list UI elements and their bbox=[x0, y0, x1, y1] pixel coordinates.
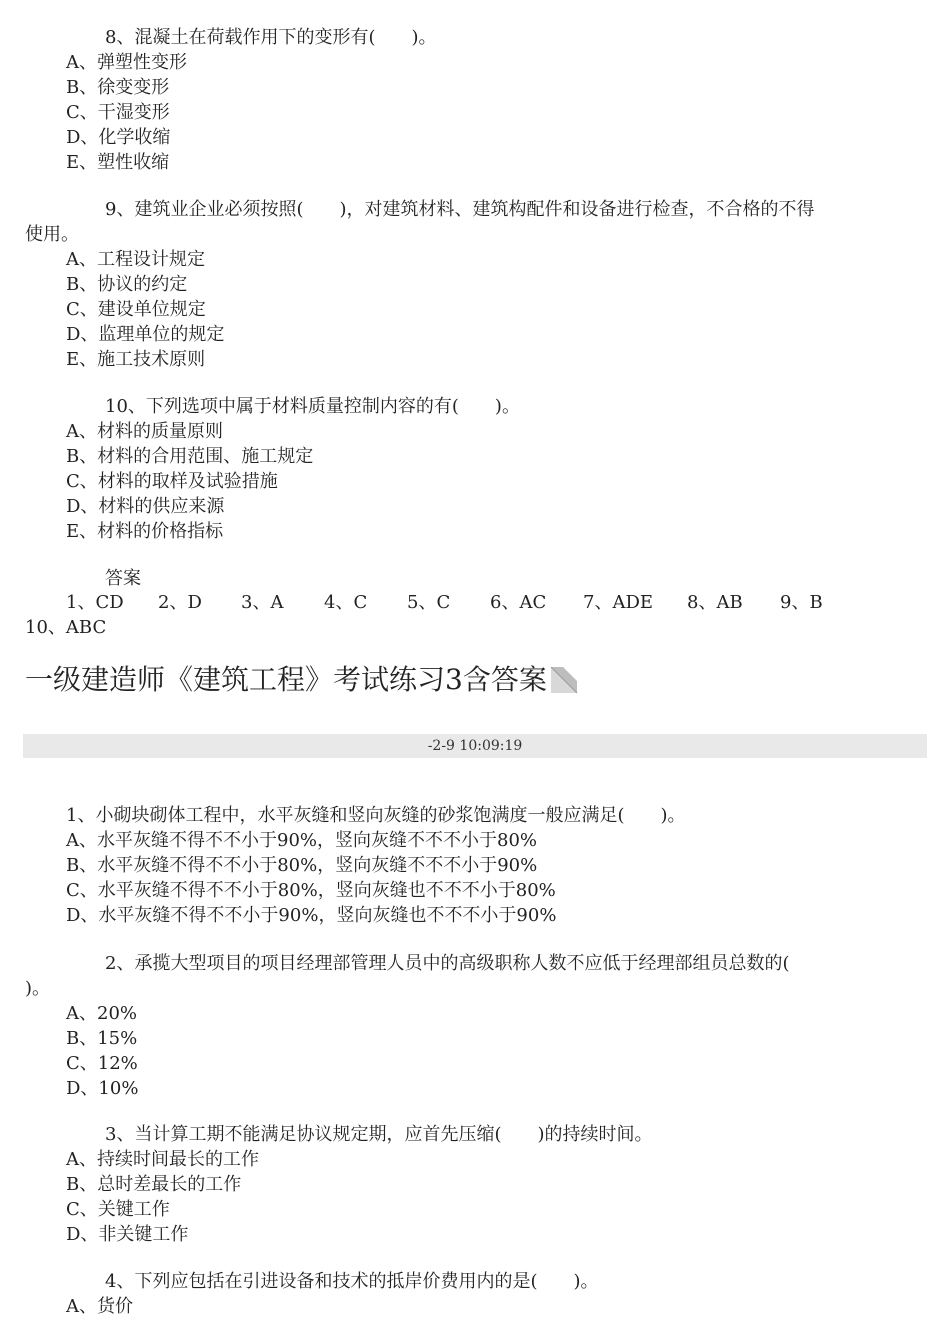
question-9-option-c: C、建设单位规定 bbox=[66, 299, 206, 320]
answer-item: 9、B bbox=[780, 592, 823, 613]
question-9-stem: 9、建筑业企业必须按照( )，对建筑材料、建筑构配件和设备进行检查，不合格的不得 bbox=[105, 199, 815, 220]
publish-datetime-bar bbox=[23, 734, 927, 758]
publish-datetime: -2-9 10:09:19 bbox=[427, 738, 523, 754]
answer-item: 8、AB bbox=[687, 592, 743, 613]
answer-item: 3、A bbox=[241, 592, 284, 613]
question-1-option-c: C、水平灰缝不得不不小于80%，竖向灰缝也不不不小于80% bbox=[66, 880, 556, 901]
article-title bbox=[25, 660, 579, 700]
question-8-option-e: E、塑性收缩 bbox=[66, 152, 170, 173]
answer-item: 1、CD bbox=[66, 592, 124, 613]
question-10-option-a: A、材料的质量原则 bbox=[66, 421, 223, 442]
question-10-option-d: D、材料的供应来源 bbox=[66, 496, 225, 517]
question-2-option-c: C、12% bbox=[66, 1053, 138, 1074]
question-2-option-b: B、15% bbox=[66, 1028, 138, 1049]
question-8-option-a: A、弹塑性变形 bbox=[66, 52, 187, 73]
question-9-option-b: B、协议的约定 bbox=[66, 274, 188, 295]
answer-item-last: 10、ABC bbox=[25, 617, 107, 638]
question-3-stem: 3、当计算工期不能满足协议规定期，应首先压缩( )的持续时间。 bbox=[105, 1124, 653, 1145]
question-1-stem: 1、小砌块砌体工程中，水平灰缝和竖向灰缝的砂浆饱满度一般应满足( )。 bbox=[66, 805, 686, 826]
answer-item: 6、AC bbox=[490, 592, 547, 613]
question-3-option-b: B、总时差最长的工作 bbox=[66, 1174, 242, 1195]
question-2-stem: 2、承揽大型项目的项目经理部管理人员中的高级职称人数不应低于经理部组员总数的( bbox=[105, 953, 790, 974]
answer-item: 4、C bbox=[324, 592, 368, 613]
question-4-option-a: A、货价 bbox=[66, 1296, 133, 1317]
question-2-option-a: A、20% bbox=[66, 1003, 138, 1024]
question-9-option-d: D、监理单位的规定 bbox=[66, 324, 225, 345]
answer-item: 7、ADE bbox=[583, 592, 654, 613]
question-10-option-b: B、材料的合用范围、施工规定 bbox=[66, 446, 314, 467]
question-10-option-e: E、材料的价格指标 bbox=[66, 521, 224, 542]
question-1-option-b: B、水平灰缝不得不不小于80%，竖向灰缝不不不小于90% bbox=[66, 855, 538, 876]
question-2-stem-continuation: )。 bbox=[25, 978, 51, 999]
question-2-option-d: D、10% bbox=[66, 1078, 139, 1099]
question-8-stem: 8、混凝土在荷载作用下的变形有( )。 bbox=[105, 27, 437, 48]
question-1-option-a: A、水平灰缝不得不不小于90%，竖向灰缝不不不小于80% bbox=[66, 830, 538, 851]
answer-heading: 答案 bbox=[105, 568, 141, 589]
answer-item: 2、D bbox=[158, 592, 202, 613]
question-3-option-d: D、非关键工作 bbox=[66, 1224, 189, 1245]
broken-image-icon bbox=[549, 665, 579, 695]
question-9-option-e: E、施工技术原则 bbox=[66, 349, 206, 370]
question-9-stem-continuation: 使用。 bbox=[25, 224, 79, 245]
question-1-option-d: D、水平灰缝不得不不小于90%，竖向灰缝也不不不小于90% bbox=[66, 905, 557, 926]
answer-item: 5、C bbox=[407, 592, 451, 613]
question-8-option-d: D、化学收缩 bbox=[66, 127, 171, 148]
question-8-option-c: C、干湿变形 bbox=[66, 102, 170, 123]
question-3-option-a: A、持续时间最长的工作 bbox=[66, 1149, 259, 1170]
article-title-text: 一级建造师《建筑工程》考试练习3含答案 bbox=[25, 663, 547, 696]
question-4-stem: 4、下列应包括在引进设备和技术的抵岸价费用内的是( )。 bbox=[105, 1271, 599, 1292]
question-8-option-b: B、徐变变形 bbox=[66, 77, 170, 98]
question-10-option-c: C、材料的取样及试验措施 bbox=[66, 471, 278, 492]
answer-list bbox=[66, 590, 840, 615]
question-9-option-a: A、工程设计规定 bbox=[66, 249, 205, 270]
question-10-stem: 10、下列选项中属于材料质量控制内容的有( )。 bbox=[105, 396, 520, 417]
question-3-option-c: C、关键工作 bbox=[66, 1199, 170, 1220]
